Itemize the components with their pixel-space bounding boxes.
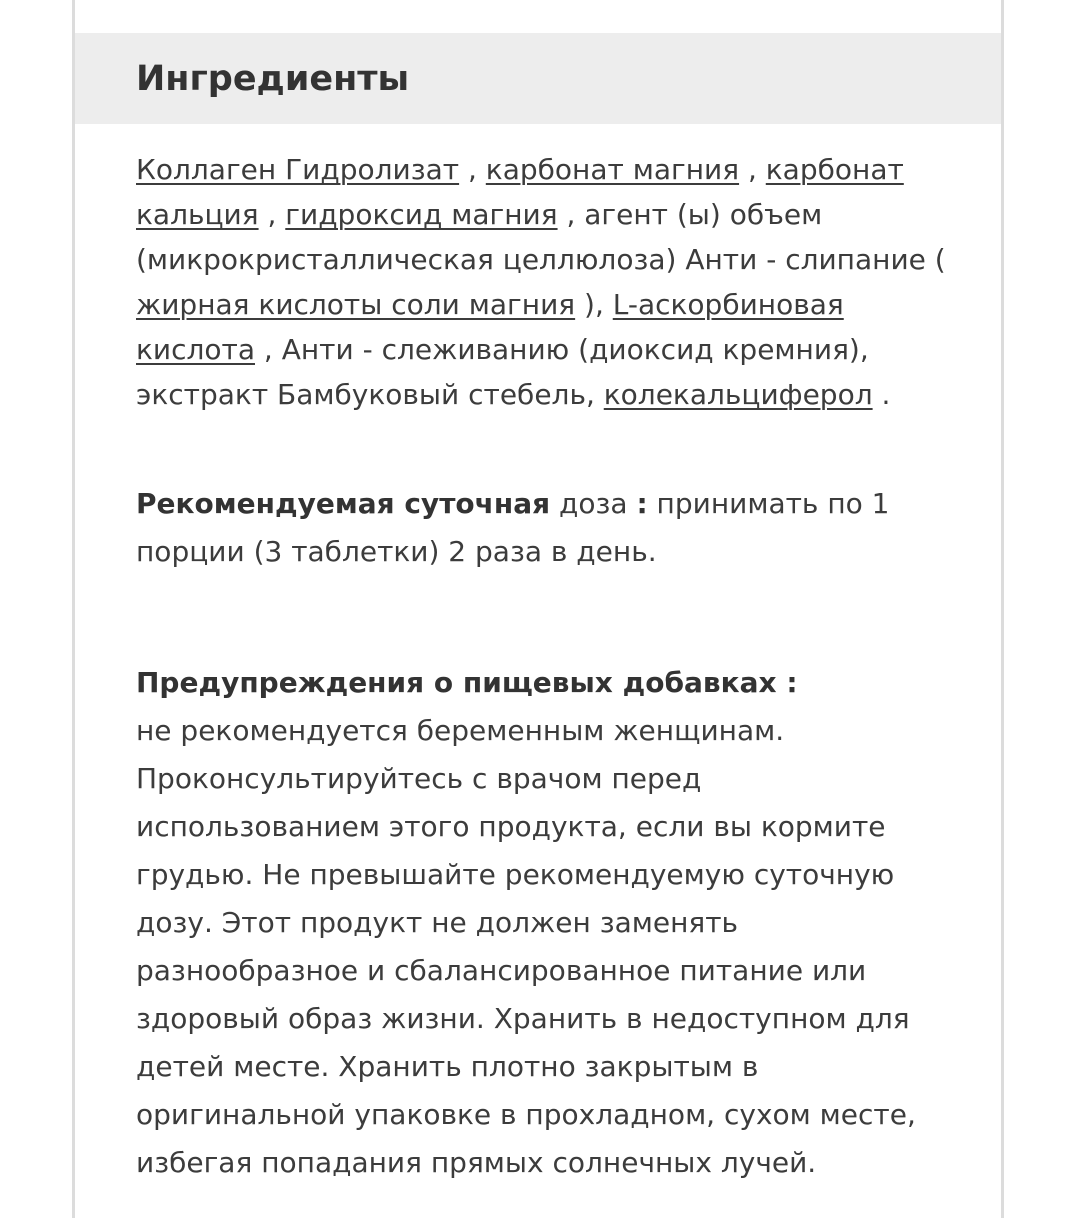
ingredient-separator: , (459, 153, 486, 186)
ingredient-link-ascorbic-acid[interactable]: L-аскорбиновая кислота (136, 288, 844, 366)
section-title: Ингредиенты (136, 59, 410, 99)
ingredient-text: , Анти - слеживанию (диоксид кремния), экстракт Бамбуковый стебель, (136, 333, 869, 411)
dosage-colon: : (636, 487, 648, 520)
ingredient-text: ), (575, 288, 613, 321)
ingredient-separator: , (258, 198, 286, 231)
dosage-instructions: принимать по 1 порции (3 таблетки) 2 раза в день. (136, 487, 890, 568)
ingredient-text: , агент (ы) объем (микрокристаллическая целлюлоза) Анти - слипание ( (136, 198, 946, 276)
warnings-heading: Предупреждения о пищевых добавках : (136, 666, 798, 699)
ingredient-link-calcium-carbonate[interactable]: карбонат кальция (136, 153, 904, 231)
dosage-text (136, 480, 948, 576)
ingredient-separator: , (739, 153, 766, 186)
ingredient-link-magnesium-carbonate[interactable]: карбонат магния (485, 153, 740, 186)
ingredient-text: . (872, 378, 891, 411)
product-details-card (72, 0, 1004, 1218)
dosage-word: доза (550, 487, 637, 520)
warnings-section (136, 659, 948, 1187)
ingredient-link-cholecalciferol[interactable]: колекальциферол (603, 378, 873, 411)
ingredients-text (136, 147, 948, 417)
ingredient-link-magnesium-salts[interactable]: жирная кислоты соли магния (136, 288, 576, 321)
ingredient-link-collagen[interactable]: Коллаген Гидролизат (136, 153, 460, 186)
ingredient-link-magnesium-hydroxide[interactable]: гидроксид магния (285, 198, 558, 231)
warnings-text: не рекомендуется беременным женщинам. Проконсультируйтесь с врачом перед использованием этого продукта, если вы кормите грудью. Не превышайте рекомендуемую суточную дозу. Этот продукт не должен заменять разнообразное и сбалансированное питание или здоровый образ жизни. Хранить в недоступном для детей месте. Хранить плотно закрытым в оригинальной упаковке в прохладном, сухом месте, избегая попадания прямых солнечных лучей. (136, 714, 916, 1179)
dosage-label: Рекомендуемая суточная (136, 487, 551, 520)
